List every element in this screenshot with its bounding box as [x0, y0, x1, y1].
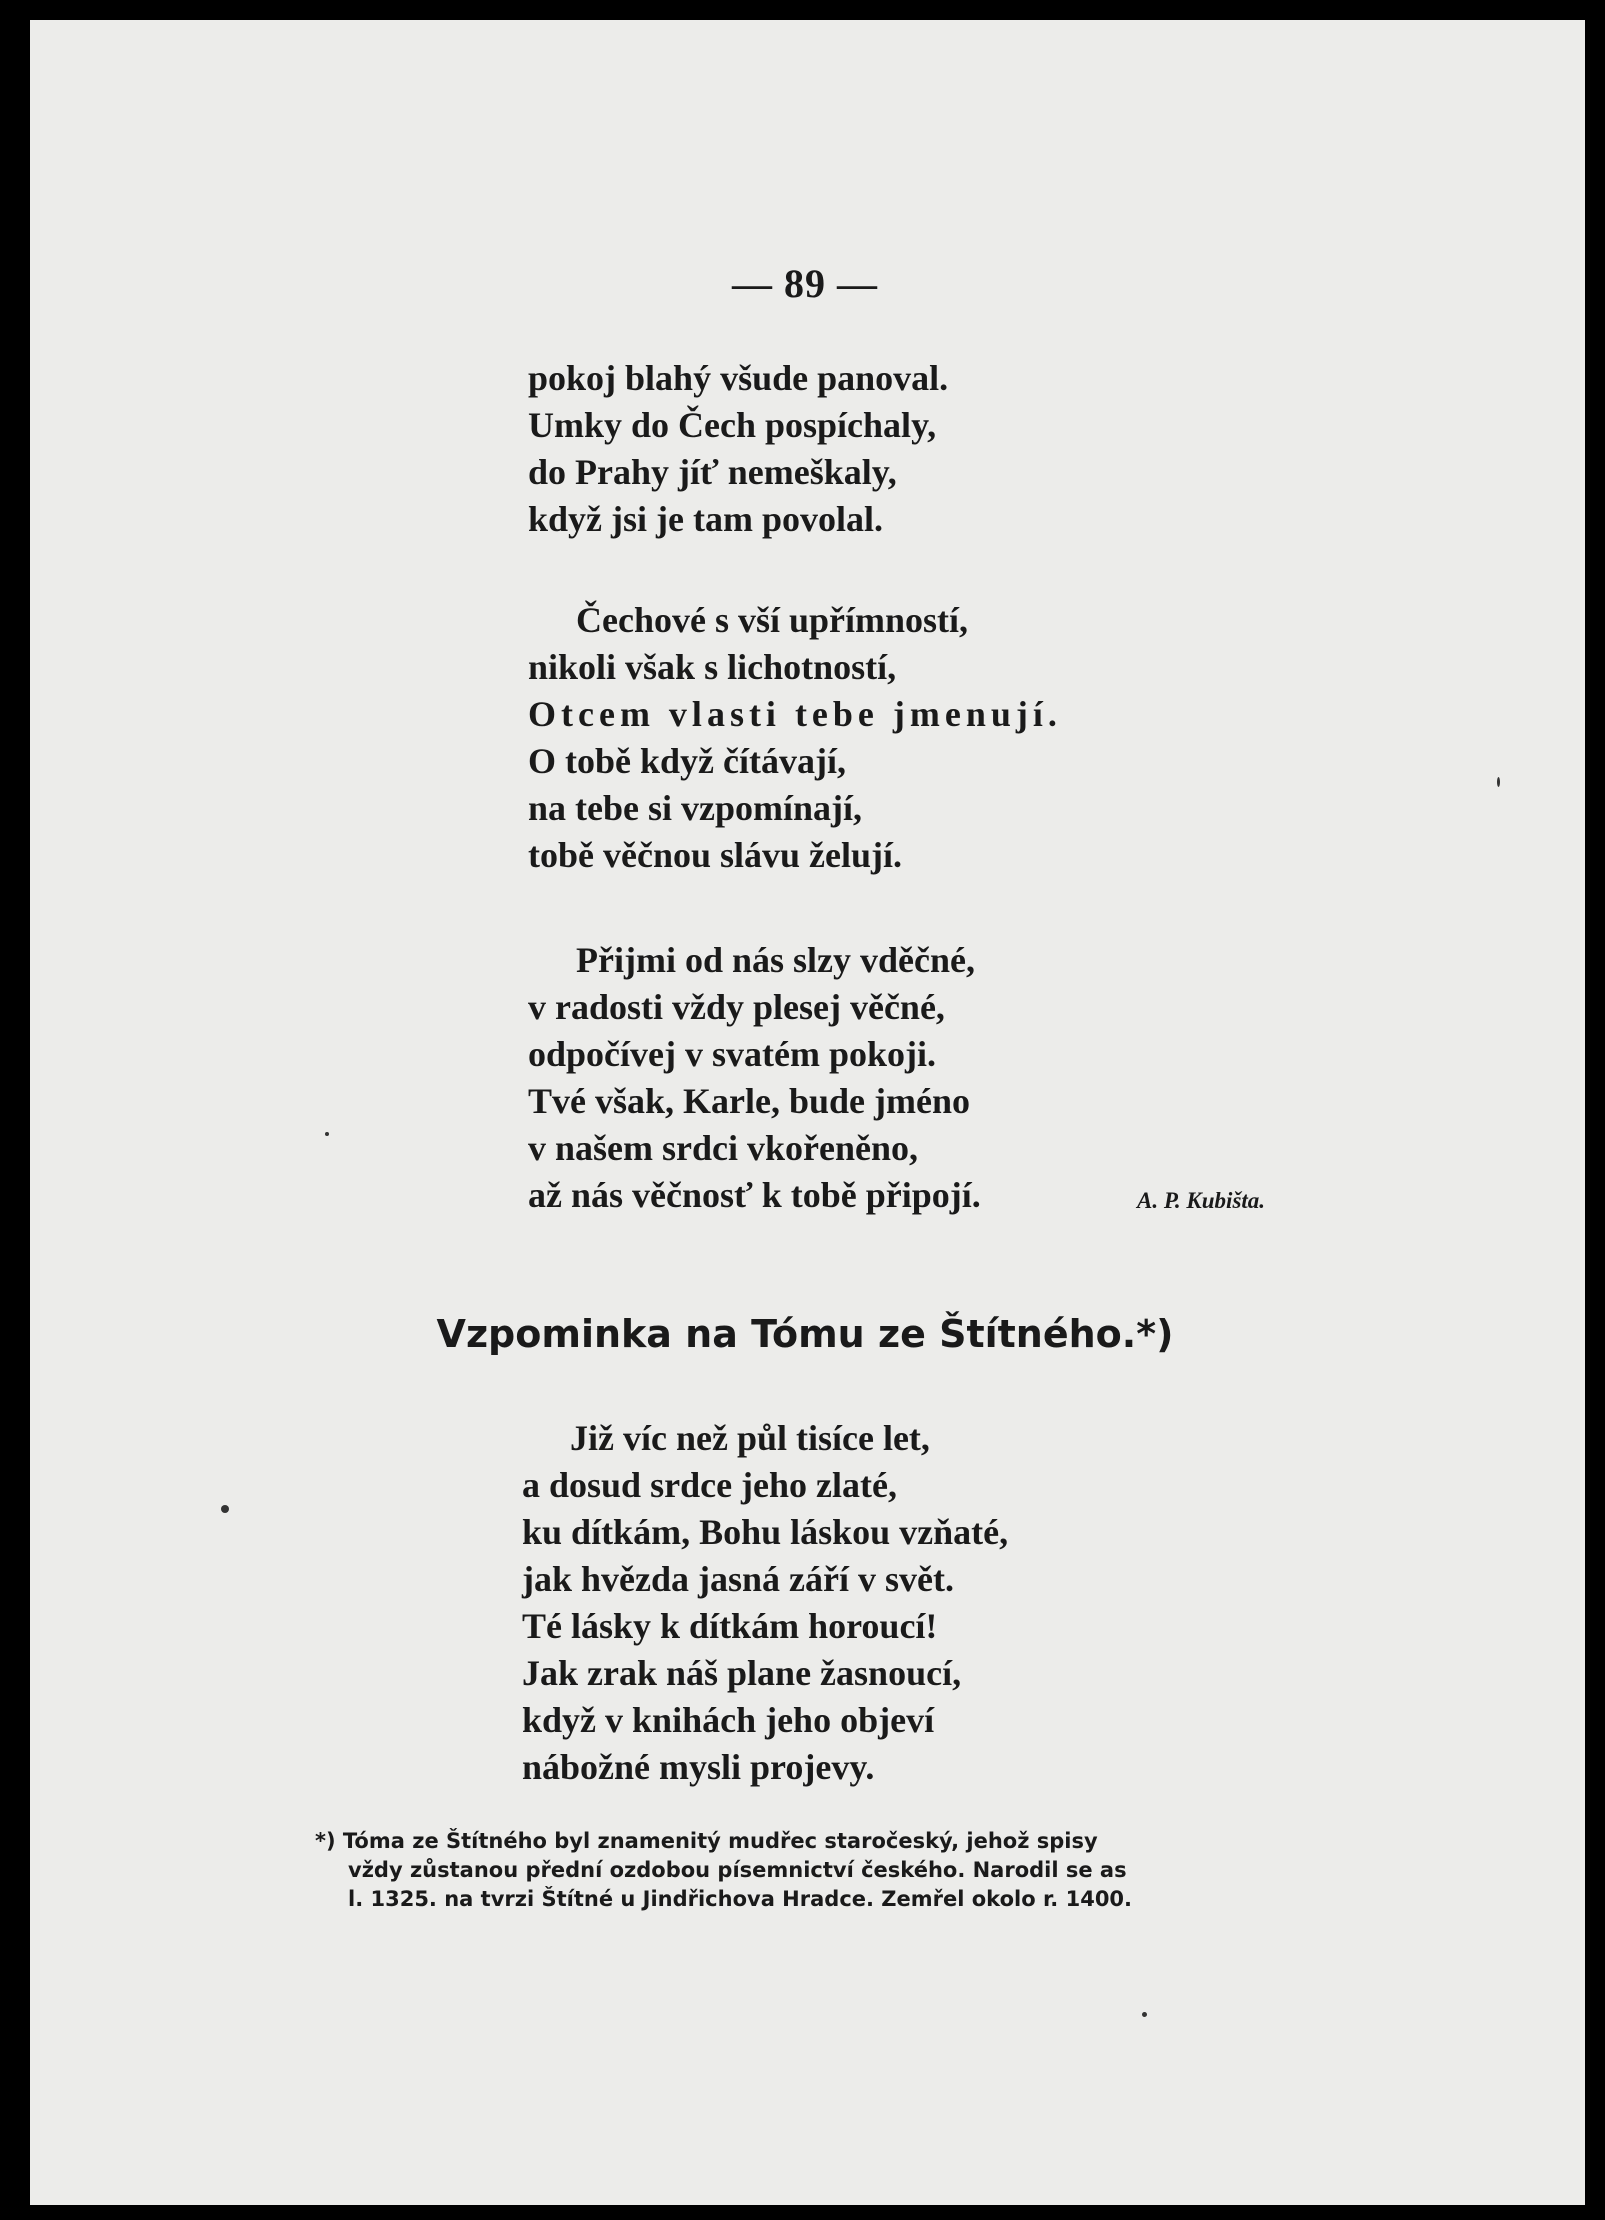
poem-line: když jsi je tam povolal.: [528, 499, 883, 539]
poem-line: v našem srdci vkořeněno,: [528, 1128, 918, 1168]
poem-line: v radosti vždy plesej věčné,: [528, 987, 945, 1027]
poem-line: pokoj blahý všude panoval.: [528, 358, 949, 398]
footnote-line: *) Tóma ze Štítného byl znamenitý mudřec staročeský, jehož spisy: [315, 1829, 1098, 1853]
scan-speck: [221, 1505, 229, 1513]
scan-speck: [1497, 777, 1500, 787]
page-number: — 89 —: [732, 261, 878, 306]
poem-line: až nás věčnosť k tobě připojí.: [528, 1175, 981, 1215]
poem-line: do Prahy jíť nemeškaly,: [528, 452, 897, 492]
poem-line: Jak zrak náš plane žasnoucí,: [522, 1653, 962, 1693]
footnote-line: l. 1325. na tvrzi Štítné u Jindřichova Hradce. Zemřel okolo r. 1400.: [348, 1887, 1133, 1911]
poem-line: O tobě když čítávají,: [528, 741, 846, 781]
poem-line: ku dítkám, Bohu láskou vzňaté,: [522, 1512, 1009, 1552]
book-page: [25, 20, 1585, 2205]
poem-line: nikoli však s lichotností,: [528, 647, 897, 687]
page-edge-shadow: [25, 20, 30, 2205]
poem-line: tobě věčnou slávu želují.: [528, 835, 902, 875]
stanza-3: [528, 937, 981, 1219]
poem-line: Tvé však, Karle, bude jméno: [528, 1081, 971, 1121]
poem-line: na tebe si vzpomínají,: [528, 788, 863, 828]
stanza-2: [528, 597, 1062, 879]
poem-line: Otcem vlasti tebe jmenují.: [528, 694, 1062, 734]
poem-title: Vzpominka na Tómu ze Štítného.*): [436, 1312, 1174, 1356]
poem-line: Přijmi od nás slzy vděčné,: [576, 940, 975, 980]
footnote-line: vždy zůstanou přední ozdobou písemnictví českého. Narodil se as: [348, 1858, 1127, 1882]
poem-line: Té lásky k dítkám horoucí!: [522, 1606, 938, 1646]
poem-line: Již víc než půl tisíce let,: [570, 1418, 930, 1458]
poem-line: nábožné mysli projevy.: [522, 1747, 875, 1787]
poem-line: Umky do Čech pospíchaly,: [528, 405, 937, 445]
poem-line: odpočívej v svatém pokoji.: [528, 1034, 936, 1074]
poem-line: jak hvězda jasná září v svět.: [522, 1559, 954, 1599]
poem-stanza: [522, 1415, 1008, 1791]
stanza-1: [528, 355, 948, 543]
poem-line: když v knihách jeho objeví: [522, 1700, 935, 1740]
poem-line: a dosud srdce jeho zlaté,: [522, 1465, 897, 1505]
author-signature: A. P. Kubišta.: [1137, 1188, 1266, 1213]
poem-line: Čechové s vší upřímností,: [576, 600, 969, 640]
scan-speck: [1142, 2012, 1147, 2017]
scan-speck: [325, 1132, 329, 1136]
footnote: [315, 1827, 1315, 1914]
